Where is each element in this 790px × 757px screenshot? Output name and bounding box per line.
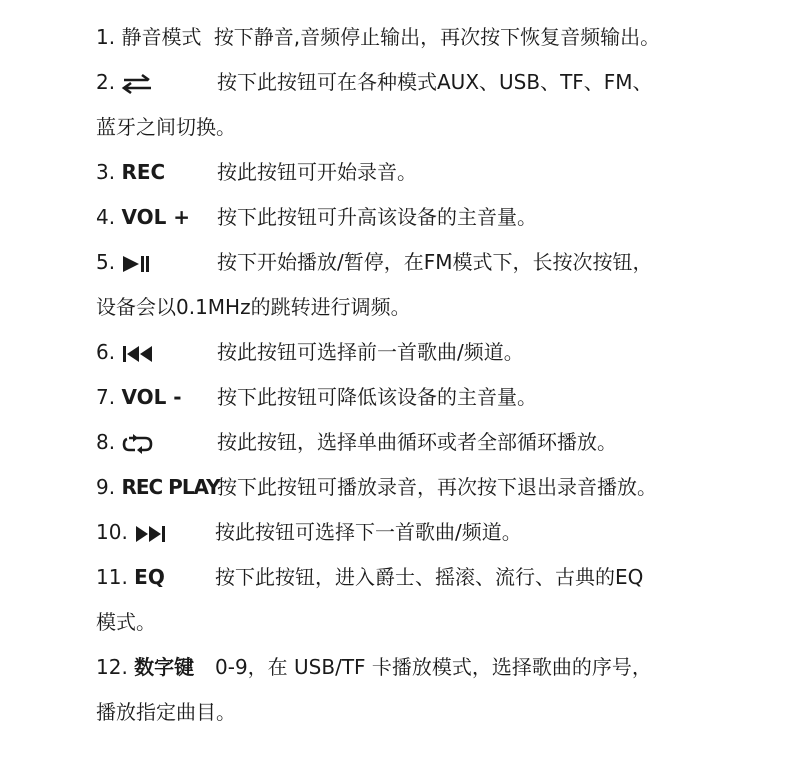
item-11 — [96, 563, 644, 591]
item-description: 0-9，在 USB/TF 卡播放模式，选择歌曲的序号， — [215, 655, 652, 679]
item-description-continued: 设备会以0.1MHz的跳转进行调频。 — [96, 295, 411, 319]
previous-track-icon — [121, 344, 155, 364]
item-label: VOL + — [121, 205, 191, 229]
item-6 — [96, 338, 524, 366]
item-description: 按此按钮可选择前一首歌曲/频道。 — [217, 340, 524, 364]
item-number: 9. — [96, 475, 116, 499]
item-number: 7. — [96, 385, 116, 409]
item-label: 数字键 — [134, 655, 195, 679]
item-description-continued: 模式。 — [96, 610, 156, 634]
item-number: 1. — [96, 25, 116, 49]
item-description: 按下此按钮可降低该设备的主音量。 — [217, 385, 537, 409]
item-2-continued — [96, 113, 236, 141]
item-number: 8. — [96, 430, 116, 454]
item-description: 按下静音,音频停止输出，再次按下恢复音频输出。 — [213, 25, 661, 49]
item-10 — [96, 518, 522, 546]
item-number: 4. — [96, 205, 116, 229]
item-12 — [96, 653, 652, 681]
play-pause-icon — [121, 254, 151, 274]
item-number: 2. — [96, 70, 116, 94]
item-12-continued — [96, 698, 236, 726]
item-number: 11. — [96, 565, 128, 589]
item-description: 按下此按钮可升高该设备的主音量。 — [217, 205, 537, 229]
item-number: 6. — [96, 340, 116, 364]
item-description: 按下此按钮可在各种模式AUX、USB、TF、FM、 — [217, 70, 653, 94]
item-11-continued — [96, 608, 156, 636]
item-label: REC — [121, 160, 166, 184]
item-description-continued: 播放指定曲目。 — [96, 700, 236, 724]
item-description: 按下此按钮，进入爵士、摇滚、流行、古典的EQ — [215, 565, 644, 589]
item-label: REC PLAY — [121, 475, 220, 499]
item-description: 按下开始播放/暂停，在FM模式下，长按次按钮， — [217, 250, 653, 274]
item-5 — [96, 248, 653, 276]
item-1 — [96, 23, 660, 51]
item-number: 10. — [96, 520, 128, 544]
item-9 — [96, 473, 657, 501]
item-number: 12. — [96, 655, 128, 679]
item-label: EQ — [134, 565, 165, 589]
item-5-continued — [96, 293, 411, 321]
repeat-icon — [121, 433, 155, 455]
item-8 — [96, 428, 617, 456]
item-description: 按此按钮可选择下一首歌曲/频道。 — [215, 520, 522, 544]
item-label: 静音模式 — [121, 25, 202, 49]
item-number: 5. — [96, 250, 116, 274]
item-description-continued: 蓝牙之间切换。 — [96, 115, 236, 139]
mode-switch-icon — [121, 73, 155, 95]
item-description: 按此按钮，选择单曲循环或者全部循环播放。 — [217, 430, 617, 454]
item-number: 3. — [96, 160, 116, 184]
item-2 — [96, 68, 653, 96]
item-description: 按下此按钮可播放录音，再次按下退出录音播放。 — [217, 475, 657, 499]
item-description: 按此按钮可开始录音。 — [217, 160, 417, 184]
item-4 — [96, 203, 537, 231]
item-3 — [96, 158, 417, 186]
item-7 — [96, 383, 537, 411]
item-label: VOL - — [121, 385, 182, 409]
next-track-icon — [134, 524, 168, 544]
